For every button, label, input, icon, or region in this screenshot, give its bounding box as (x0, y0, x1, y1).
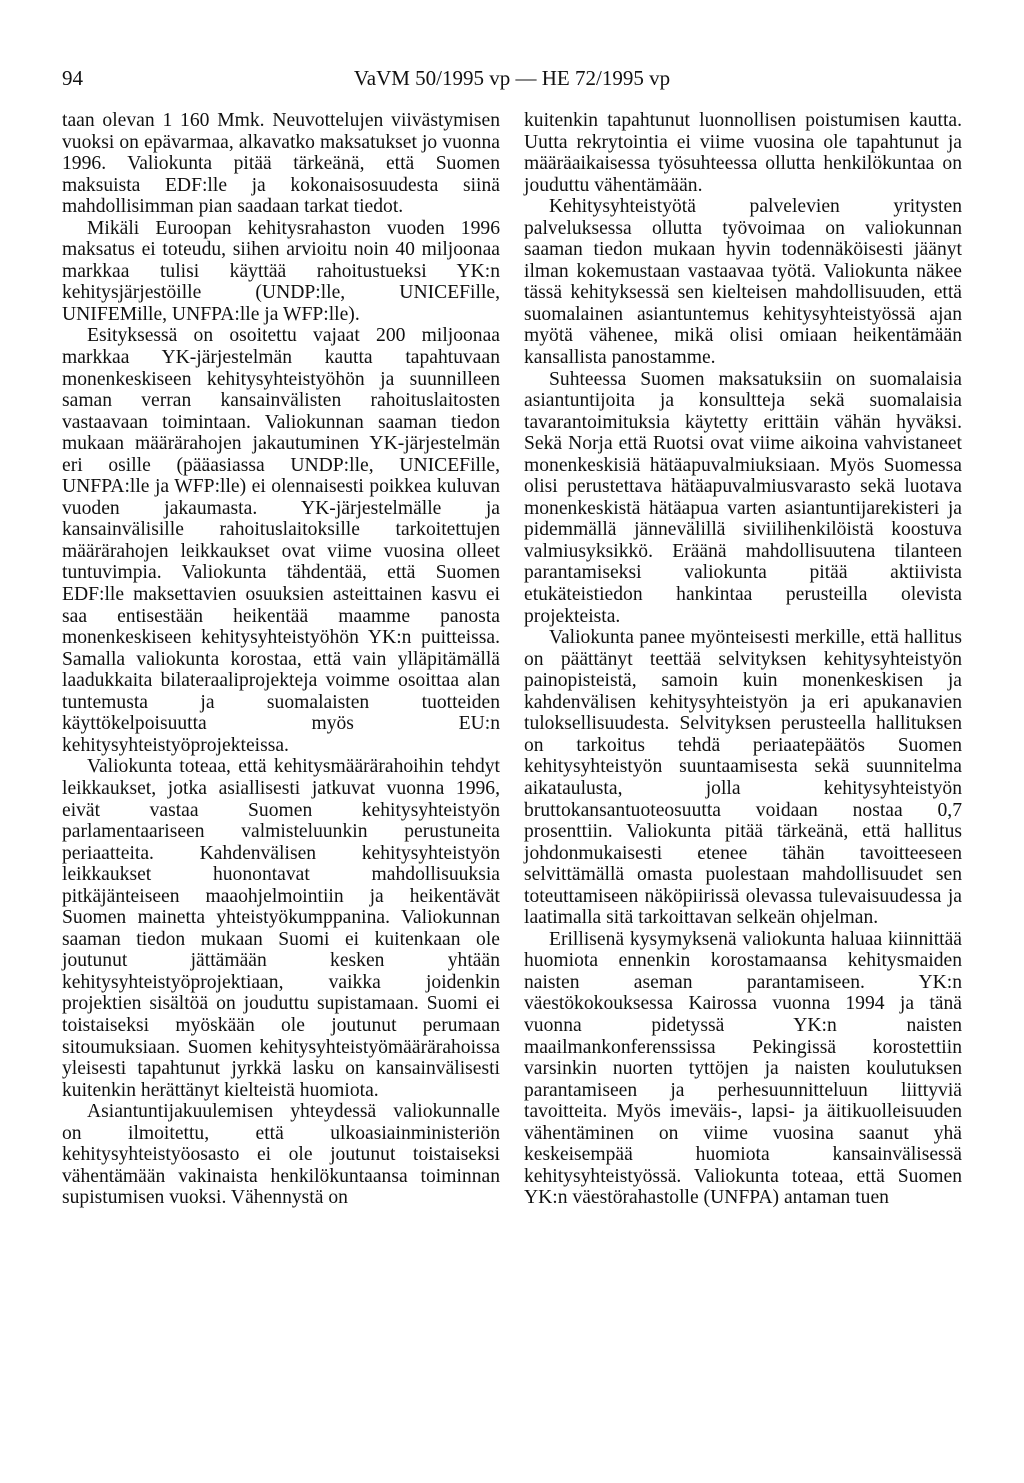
paragraph: Erillisenä kysymyksenä valiokunta haluaa kiinnittää huomiota ennenkin korostamaansa kehitysmaiden naisten aseman parantamiseen. YK:n väestökokouksessa Kairossa vuonna 1994 ja tänä vuonna pidetyssä YK:n naisten maailmankonferenssissa Pekingissä korostettiin varsinkin nuorten tyttöjen ja naisten koulutuksen parantamiseen ja perhesuunnitteluun liittyviä tavoitteita. Myös imeväis-, lapsi- ja äitikuolleisuuden vähentäminen on viime vuosina saanut yhä keskeisempää huomiota kansainvälisessä kehitysyhteistyössä. Valiokunta toteaa, että Suomen YK:n väestörahastolle (UNFPA) antaman tuen (524, 928, 962, 1209)
paragraph: Kehitysyhteistyötä palvelevien yritysten palveluksessa ollutta työvoimaa on valiokunnan saaman tiedon mukaan hyvin todennäköisesti jäänyt ilman kokemustaan vastaavaa työtä. Valiokunta näkee tässä kehityksessä sen kielteisen mahdollisuuden, että suomalainen asiantuntemus kehitysyhteistyössä ajan myötä vähenee, mikä olisi omiaan heikentämään kansallista panostamme. (524, 196, 962, 369)
page-number: 94 (62, 66, 83, 90)
paragraph: Suhteessa Suomen maksatuksiin on suomalaisia asiantuntijoita ja konsultteja sekä suomalaisia tavarantoimituksia käytetty erittäin vähän hyväksi. Sekä Norja että Ruotsi ovat viime aikoina vahvistaneet monenkeskisiä hätäapuvalmiuksiaan. Myös Suomessa olisi perustettava hätäapuvalmiusvarasto sekä luotava monenkeskistä hätäapua varten asiantuntijarekisteri ja pidemmällä jännevälillä siviilihenkilöistä koostuva valmiusyksikkö. Eräänä mahdollisuutena tilanteen parantamiseksi valiokunta pitää aktiivista etukäteistiedon hankintaa perusteilla olevista projekteista. (524, 368, 962, 627)
running-header: VaVM 50/1995 vp — HE 72/1995 vp (353, 66, 671, 90)
right-column (524, 110, 962, 1209)
paragraph: Valiokunta panee myönteisesti merkille, että hallitus on päättänyt teettää selvityksen kehitysyhteistyön painopisteistä, samoin kuin monenkeskisen ja kahdenvälisen kehitysyhteistyön ja eri apukanavien tuloksellisuudesta. Selvityksen perusteella hallituksen on tarkoitus tehdä periaatepäätös Suomen kehitysyhteistyön suuntaamisesta sekä suunnitelma aikataulusta, jolla kehitysyhteistyön bruttokansantuoteosuutta voidaan nostaa 0,7 prosenttiin. Valiokunta pitää tärkeänä, että hallitus johdonmukaisesti etenee tähän tavoitteeseen selvittämällä omasta puolestaan mahdollisuudet sen toteuttamiseen näköpiirissä olevassa tulevaisuudessa ja laatimalla sitä tarkoittavan selkeän ohjelman. (524, 627, 962, 929)
left-column (62, 110, 500, 1209)
paragraph: taan olevan 1 160 Mmk. Neuvottelujen viivästymisen vuoksi on epävarmaa, alkavatko maksatukset jo vuonna 1996. Valiokunta pitää tärkeänä, että Suomen maksuista EDF:lle ja kokonaisosuudesta siinä mahdollisimman pian saadaan tarkat tiedot. (62, 110, 500, 218)
paragraph: Valiokunta toteaa, että kehitysmäärärahoihin tehdyt leikkaukset, jotka asiallisesti jatkuvat vuonna 1996, eivät vastaa Suomen kehitysyhteistyön parlamentaariseen valmisteluunkin perustuneita periaatteita. Kahdenvälisen kehitysyhteistyön leikkaukset huonontavat mahdollisuuksia pitkäjänteiseen maaohjelmointiin ja heikentävät Suomen mainetta yhteistyökumppanina. Valiokunnan saaman tiedon mukaan Suomi ei kuitenkaan ole joutunut jättämään kesken yhtään kehitysyhteistyöprojektiaan, vaikka joidenkin projektien sisältöä on jouduttu supistamaan. Suomi ei toistaiseksi myöskään ole joutunut perumaan sitoumuksiaan. Suomen kehitysyhteistyömäärärahoissa yleisesti tapahtunut jyrkkä lasku on kansainvälisesti kuitenkin herättänyt kielteistä huomiota. (62, 756, 500, 1101)
paragraph: Esityksessä on osoitettu vajaat 200 miljoonaa markkaa YK-järjestelmän kautta tapahtuvaan monenkeskiseen kehitysyhteistyöhön ja suunnilleen saman verran kansainvälisten rahoituslaitosten vastaavaan toimintaan. Valiokunnan saaman tiedon mukaan määrärahojen jakautuminen YK-järjestelmän eri osille (pääasiassa UNDP:lle, UNICEFille, UNFPA:lle ja WFP:lle) ei olennaisesti poikkea kuluvan vuoden jakaumasta. YK-järjestelmälle ja kansainvälisille rahoituslaitoksille tarkoitettujen määrärahojen leikkaukset ovat viime vuosina olleet tuntuvimpia. Valiokunta tähdentää, että Suomen EDF:lle maksettavien osuuksien asteittainen kasvu ei saa entisestään heikentää maamme panosta monenkeskiseen kehitysyhteistyöhön YK:n puitteissa. Samalla valiokunta korostaa, että vain ylläpitämällä laadukkaita bilateraaliprojekteja voimme osoittaa alan tuntemusta ja suomalaisten tuotteiden käyttökelpoisuutta myös EU:n kehitysyhteistyöprojekteissa. (62, 325, 500, 756)
paragraph: Mikäli Euroopan kehitysrahaston vuoden 1996 maksatus ei toteudu, siihen arvioitu noin 40 miljoonaa markkaa tulisi käyttää rahoitustueksi YK:n kehitysjärjestöille (UNDP:lle, UNICEFille, UNIFEMille, UNFPA:lle ja WFP:lle). (62, 217, 500, 325)
paragraph: kuitenkin tapahtunut luonnollisen poistumisen kautta. Uutta rekrytointia ei viime vuosina ole tapahtunut ja määräaikaisessa työsuhteessa ollutta henkilökuntaa on jouduttu vähentämään. (524, 110, 962, 196)
paragraph: Asiantuntijakuulemisen yhteydessä valiokunnalle on ilmoitettu, että ulkoasiainministeriön kehitysyhteistyöosasto ei ole joutunut toistaiseksi vähentämään vakinaista henkilökuntaansa toiminnan supistumisen vuoksi. Vähennystä on (62, 1101, 500, 1209)
